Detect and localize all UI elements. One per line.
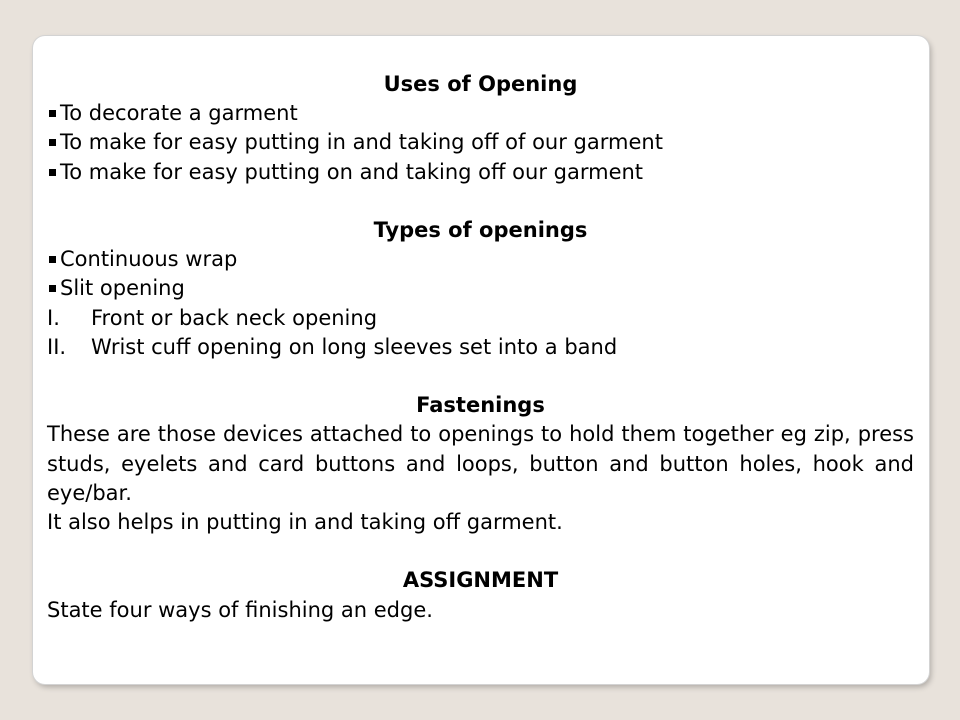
numbered-text: Wrist cuff opening on long sleeves set into a band — [91, 334, 618, 359]
fastenings-heading: Fastenings — [416, 393, 545, 418]
slide-content — [47, 70, 914, 625]
uses-heading: Uses of Opening — [383, 72, 578, 96]
spacer — [47, 537, 914, 566]
uses-item-2: To make for easy putting in and taking off of our garment — [47, 128, 914, 157]
types-numbered-1 — [47, 304, 914, 333]
fastenings-note: It also helps in putting in and taking off garment. — [47, 510, 563, 535]
assignment-heading: ASSIGNMENT — [402, 568, 559, 593]
types-heading: Types of openings — [373, 218, 588, 242]
uses-item-3: To make for easy putting on and taking off our garment — [47, 158, 914, 187]
spacer — [47, 187, 914, 216]
numbered-text: Front or back neck opening — [91, 305, 378, 330]
uses-item-1: To decorate a garment — [47, 99, 914, 128]
types-bullet-2: Slit opening — [47, 274, 914, 303]
types-bullet-1: Continuous wrap — [47, 245, 914, 274]
assignment-text: State four ways of finishing an edge. — [47, 597, 433, 622]
types-numbered-2 — [47, 333, 914, 362]
spacer — [47, 362, 914, 391]
numeral: I. — [47, 305, 60, 330]
slide — [33, 36, 929, 684]
fastenings-paragraph: These are those devices attached to openings to hold them together eg zip, press studs, eyelets and card buttons and loops, button and button holes, hook and eye/bar. — [47, 422, 914, 505]
numeral: II. — [47, 334, 67, 359]
